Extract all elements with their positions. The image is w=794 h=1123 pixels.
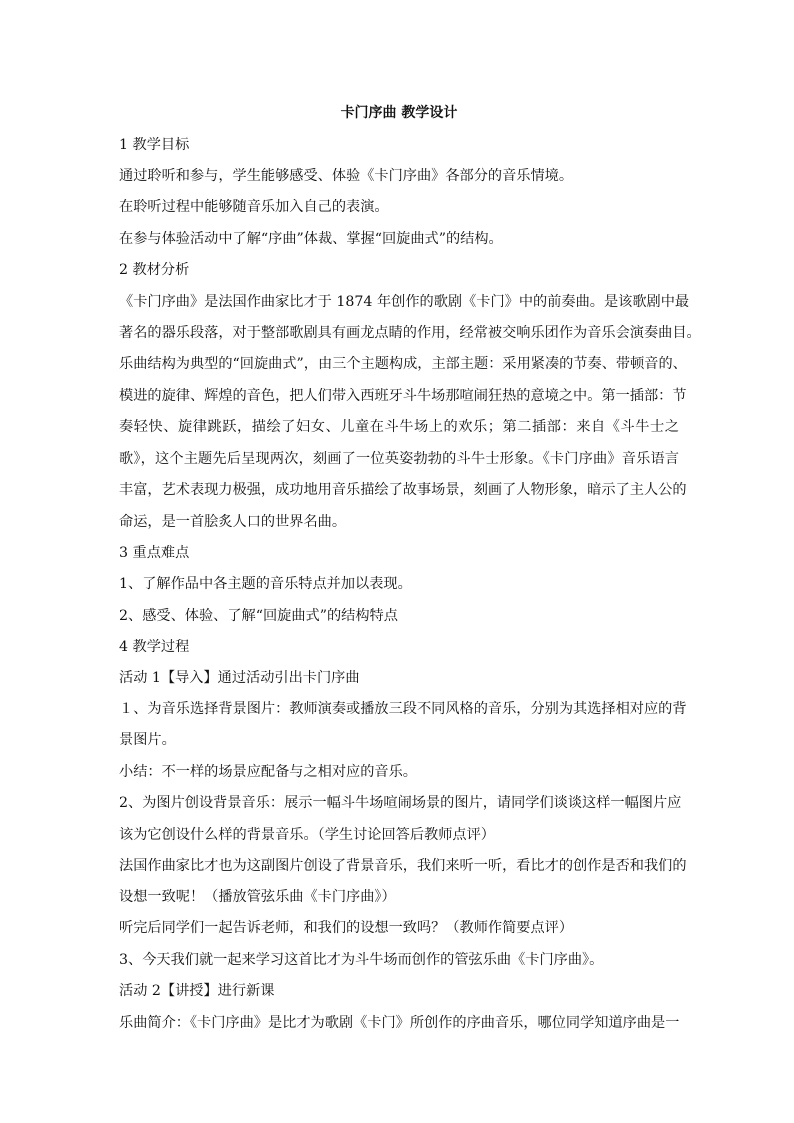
activity-heading: 活动 1【导入】通过活动引出卡门序曲 xyxy=(119,670,360,686)
document-title: 卡门序曲 教学设计 xyxy=(340,105,458,121)
paragraph-line: 《卡门序曲》是法国作曲家比才于 1874 年创作的歌剧《卡门》中的前奏曲。是该歌剧中最 xyxy=(119,294,690,310)
paragraph-line: 乐曲结构为典型的“回旋曲式”，由三个主题构成，主部主题：采用紧凑的节奏、带顿音的、 xyxy=(119,356,687,372)
paragraph-line: 设想一致呢！（播放管弦乐曲《卡门序曲》） xyxy=(119,889,396,905)
paragraph-line: 景图片。 xyxy=(119,732,176,748)
paragraph-line: 著名的器乐段落，对于整部歌剧具有画龙点睛的作用，经常被交响乐团作为音乐会演奏曲目。 xyxy=(119,325,701,341)
activity-heading: 活动 2【讲授】进行新课 xyxy=(119,983,275,999)
paragraph-line: 歌》，这个主题先后呈现两次，刻画了一位英姿勃勃的斗牛士形象。《卡门序曲》音乐语言 xyxy=(119,451,679,467)
paragraph-line: 丰富，艺术表现力极强，成功地用音乐描绘了故事场景，刻画了人物形象，暗示了主人公的 xyxy=(119,482,687,498)
paragraph-line: 通过聆听和参与，学生能够感受、体验《卡门序曲》各部分的音乐情境。 xyxy=(119,168,574,184)
paragraph-line: 模进的旋律、辉煌的音色，把人们带入西班牙斗牛场那喧闹狂热的意境之中。第一插部：节 xyxy=(119,388,687,404)
paragraph-line: 2、感受、体验、了解“回旋曲式”的结构特点 xyxy=(119,608,398,624)
paragraph-line: 命运，是一首脍炙人口的世界名曲。 xyxy=(119,514,347,530)
section-heading-key-points: 3 重点难点 xyxy=(119,545,190,561)
paragraph-line: 在聆听过程中能够随音乐加入自己的表演。 xyxy=(119,199,389,215)
section-heading-process: 4 教学过程 xyxy=(119,639,190,655)
paragraph-line: １、为音乐选择背景图片：教师演奏或播放三段不同风格的音乐，分别为其选择相对应的背 xyxy=(119,701,687,717)
paragraph-line: 2、为图片创设背景音乐：展示一幅斗牛场喧闹场景的图片，请同学们谈谈这样一幅图片应 xyxy=(119,795,682,811)
paragraph-line: 在参与体验活动中了解“序曲”体裁、掌握“回旋曲式”的结构。 xyxy=(119,231,503,247)
paragraph-line: 1、了解作品中各主题的音乐特点并加以表现。 xyxy=(119,576,412,592)
paragraph-line: 奏轻快、旋律跳跃，描绘了妇女、儿童在斗牛场上的欢乐；第二插部：来自《斗牛士之 xyxy=(119,419,679,435)
paragraph-line: 3、今天我们就一起来学习这首比才为斗牛场而创作的管弦乐曲《卡门序曲》。 xyxy=(119,952,604,968)
paragraph-line: 该为它创设什么样的背景音乐。（学生讨论回答后教师点评） xyxy=(119,827,495,843)
paragraph-line: 法国作曲家比才也为这副图片创设了背景音乐，我们来听一听，看比才的创作是否和我们的 xyxy=(119,858,687,874)
section-heading-objectives: 1 教学目标 xyxy=(119,137,190,153)
paragraph-line: 小结：不一样的场景应配备与之相对应的音乐。 xyxy=(119,764,417,780)
paragraph-line: 听完后同学们一起告诉老师，和我们的设想一致吗？（教师作简要点评） xyxy=(119,920,574,936)
section-heading-analysis: 2 教材分析 xyxy=(119,262,190,278)
paragraph-line: 乐曲简介：《卡门序曲》是比才为歌剧《卡门》所创作的序曲音乐，哪位同学知道序曲是一 xyxy=(119,1015,680,1031)
